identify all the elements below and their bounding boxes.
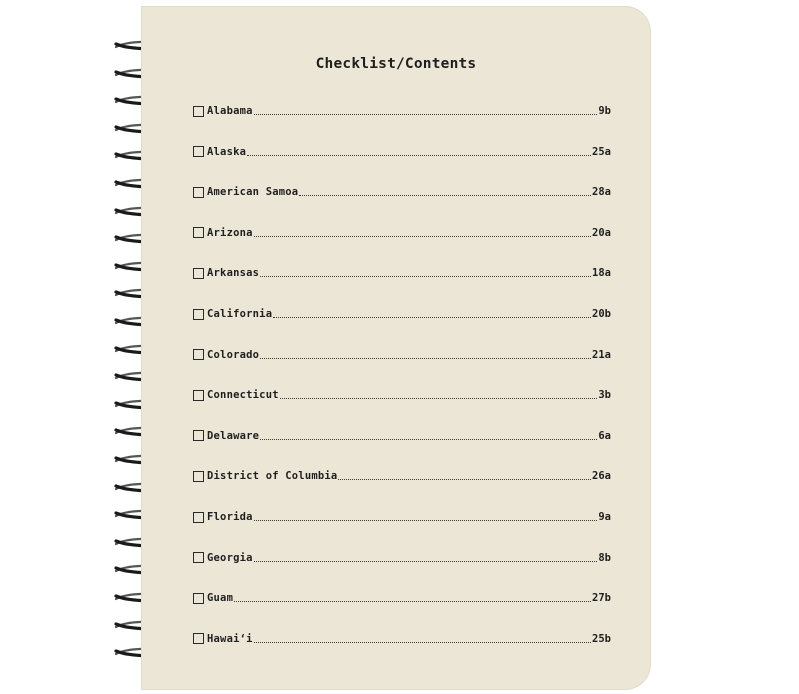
dot-leader	[254, 113, 598, 115]
checklist-row	[193, 224, 611, 242]
entry-name: American Samoa	[207, 186, 299, 199]
page-reference: 18a	[592, 267, 611, 280]
dot-leader	[338, 478, 591, 480]
entry-name: Florida	[207, 511, 253, 523]
entry-name: Alabama	[207, 105, 253, 117]
page-reference: 25a	[592, 145, 611, 158]
checklist-row	[193, 102, 611, 120]
checkbox[interactable]	[193, 552, 204, 563]
checklist-row	[193, 630, 611, 648]
page-reference: 21a	[592, 348, 611, 361]
page-reference: 20a	[592, 226, 611, 239]
entry-name: District of Columbia	[207, 470, 338, 483]
page-reference: 25b	[592, 632, 611, 645]
page-reference: 9b	[598, 105, 611, 117]
dot-leader	[273, 316, 591, 318]
checklist-row	[193, 183, 611, 201]
checklist-row	[193, 305, 611, 323]
dot-leader	[254, 235, 591, 237]
checkbox[interactable]	[193, 309, 204, 320]
entry-name: California	[207, 308, 273, 320]
checkbox[interactable]	[193, 187, 204, 198]
dot-leader	[299, 194, 591, 196]
checkbox[interactable]	[193, 633, 204, 644]
dot-leader	[260, 275, 591, 277]
page-reference: 26a	[592, 470, 611, 483]
checklist-page	[141, 6, 651, 690]
dot-leader	[254, 560, 598, 562]
checklist-row	[193, 549, 611, 567]
dot-leader	[280, 397, 598, 399]
entry-name: Alaska	[207, 145, 247, 158]
page-reference: 20b	[592, 308, 611, 320]
page-reference: 27b	[592, 592, 611, 605]
dot-leader	[254, 519, 598, 521]
dot-leader	[254, 641, 591, 643]
checklist-row	[193, 467, 611, 485]
page-reference: 3b	[598, 389, 611, 402]
checkbox[interactable]	[193, 227, 204, 238]
page-reference: 28a	[592, 186, 611, 199]
entry-name: Hawai‘i	[207, 632, 253, 645]
checklist-row	[193, 427, 611, 445]
checklist-row	[193, 346, 611, 364]
entry-name: Arizona	[207, 226, 253, 239]
entry-name: Connecticut	[207, 389, 279, 402]
entry-name: Arkansas	[207, 267, 260, 280]
checkbox[interactable]	[193, 593, 204, 604]
entry-name: Colorado	[207, 348, 260, 361]
page-reference: 6a	[598, 429, 611, 442]
page-reference: 8b	[598, 551, 611, 564]
checkbox[interactable]	[193, 268, 204, 279]
entry-name: Georgia	[207, 551, 253, 564]
dot-leader	[247, 154, 591, 156]
checkbox[interactable]	[193, 349, 204, 360]
checklist-row	[193, 508, 611, 526]
page-title: Checklist/Contents	[315, 56, 477, 72]
entry-name: Delaware	[207, 429, 260, 442]
dot-leader	[260, 438, 597, 440]
checklist-row	[193, 143, 611, 161]
checklist-row	[193, 264, 611, 282]
checkbox[interactable]	[193, 512, 204, 523]
checklist-row	[193, 386, 611, 404]
checkbox[interactable]	[193, 106, 204, 117]
dot-leader	[260, 357, 591, 359]
checkbox[interactable]	[193, 430, 204, 441]
checkbox[interactable]	[193, 146, 204, 157]
entry-name: Guam	[207, 592, 234, 605]
checklist-row	[193, 589, 611, 607]
checkbox[interactable]	[193, 471, 204, 482]
checkbox[interactable]	[193, 390, 204, 401]
page-reference: 9a	[598, 511, 611, 523]
dot-leader	[234, 600, 591, 602]
